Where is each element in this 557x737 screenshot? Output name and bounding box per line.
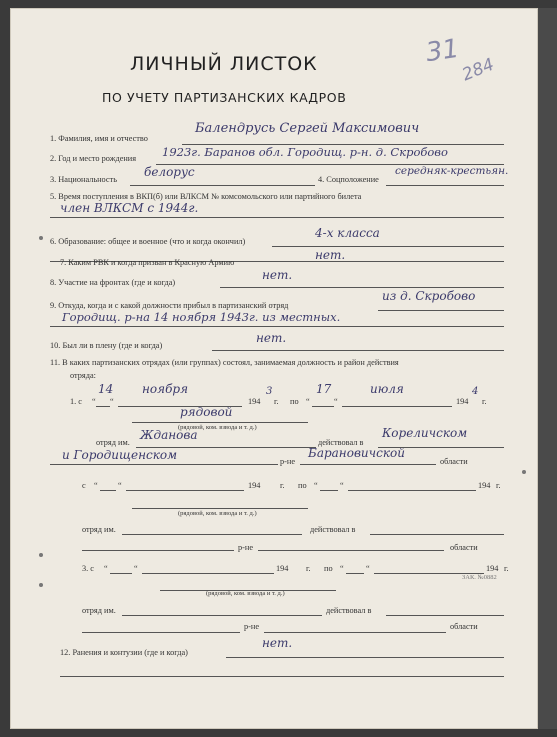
underline — [272, 246, 504, 247]
year-label: 194 — [478, 481, 491, 490]
district-value: и Городищенском — [62, 448, 178, 462]
underline — [220, 287, 504, 288]
underline — [312, 406, 334, 407]
entry-1-year: 194 — [248, 397, 261, 406]
underline — [378, 310, 504, 311]
detachment-label: отряд им. — [82, 525, 116, 534]
field-1-label: 1. Фамилия, имя и отчество — [50, 134, 148, 143]
position-caption: (рядовой, ком. взвода и т. д.) — [178, 424, 257, 431]
underline — [386, 615, 504, 616]
underline — [142, 573, 274, 574]
entry-3-prefix: 3. с — [82, 564, 94, 573]
field-2-value: 1923г. Баранов обл. Городищ. р-н. д. Скробово — [162, 145, 448, 159]
underline — [122, 615, 322, 616]
year-label: 194 — [276, 564, 289, 573]
year-suffix: г. — [504, 564, 509, 573]
year-suffix: г. — [280, 481, 285, 490]
year-label: 194 — [486, 564, 499, 573]
field-9-value-2: Городищ. р-на 14 ноября 1943г. из местных. — [62, 310, 341, 324]
quote-mark: “ — [340, 564, 344, 573]
document-title: ЛИЧНЫЙ ЛИСТОК — [130, 53, 318, 75]
field-7-value: нет. — [315, 248, 346, 262]
underline — [50, 217, 504, 218]
field-6-value: 4-х класса — [315, 226, 380, 240]
underline — [130, 185, 315, 186]
entry-2-prefix: с — [82, 481, 86, 490]
region-label: области — [450, 543, 478, 552]
underline — [346, 573, 364, 574]
region-label: области — [440, 457, 468, 466]
binder-hole — [39, 553, 43, 557]
year-label: 194 — [248, 481, 261, 490]
scan-edge — [538, 8, 557, 729]
underline — [132, 422, 308, 423]
entry-1-day-2: 17 — [316, 382, 332, 396]
field-4-value: середняк-крестьян. — [395, 165, 509, 177]
quote-mark: “ — [94, 481, 98, 490]
detachment-label: отряд им. — [82, 606, 116, 615]
acted-label: действовал в — [326, 606, 372, 615]
acted-label: действовал в — [318, 438, 364, 447]
underline — [342, 406, 452, 407]
entry-1-year-2: 194 — [456, 397, 469, 406]
acted-value: Кореличском — [382, 426, 468, 440]
document-sheet — [10, 8, 538, 729]
document-subtitle: ПО УЧЕТУ ПАРТИЗАНСКИХ КАДРОВ — [102, 90, 347, 105]
underline — [212, 350, 504, 351]
underline — [50, 464, 278, 465]
quote-mark: “ — [110, 397, 114, 406]
underline — [258, 550, 444, 551]
field-10-label: 10. Был ли в плену (где и когда) — [50, 341, 163, 350]
entry-1-year-digit: 3 — [266, 386, 273, 397]
pencil-mark: 284 — [459, 54, 498, 86]
entry-1-month: ноября — [142, 382, 189, 396]
field-11-label: 11. В каких партизанских отрядах (или группах) состоял, занимаемая должность и район действия — [50, 358, 399, 367]
pencil-mark: 31 — [424, 33, 462, 69]
district-label: р-не — [238, 543, 254, 552]
acted-label: действовал в — [310, 525, 356, 534]
field-9-label: 9. Откуда, когда и с какой должности прибыл в партизанский отряд — [50, 301, 289, 310]
quote-mark: “ — [134, 564, 138, 573]
year-suffix: г. — [306, 564, 311, 573]
entry-1-prefix: 1. с — [70, 397, 82, 406]
field-8-value: нет. — [262, 268, 293, 282]
field-4-label: 4. Соцположение — [318, 175, 379, 184]
underline — [348, 490, 476, 491]
quote-mark: “ — [92, 397, 96, 406]
field-12-value: нет. — [262, 636, 293, 650]
to-label: по — [298, 481, 307, 490]
underline — [110, 573, 132, 574]
quote-mark: “ — [314, 481, 318, 490]
year-suffix: г. — [274, 397, 279, 406]
underline — [100, 490, 116, 491]
field-3-value: белорус — [144, 165, 195, 179]
field-3-label: 3. Национальность — [50, 175, 118, 184]
underline — [82, 632, 240, 633]
underline — [300, 464, 436, 465]
field-5-value: член ВЛКСМ с 1944г. — [60, 201, 199, 215]
binder-hole — [39, 236, 43, 240]
underline — [122, 534, 302, 535]
detachment-label: отряд им. — [96, 438, 130, 447]
year-suffix: г. — [496, 481, 501, 490]
quote-mark: “ — [118, 481, 122, 490]
underline — [264, 632, 446, 633]
quote-mark: “ — [366, 564, 370, 573]
entry-1-to: по — [290, 397, 299, 406]
quote-mark: “ — [104, 564, 108, 573]
underline — [132, 508, 308, 509]
underline — [386, 185, 504, 186]
quote-mark: “ — [340, 481, 344, 490]
entry-1-position: рядовой — [180, 405, 233, 419]
position-caption: (рядовой, ком. взвода и т. д.) — [178, 510, 257, 517]
region-label: области — [450, 622, 478, 631]
district-label: р-не — [280, 457, 296, 466]
underline — [50, 326, 504, 327]
binder-hole — [522, 470, 526, 474]
underline — [82, 550, 234, 551]
district-label: р-не — [244, 622, 260, 631]
field-7-label: 7. Каким РВК и когда призван в Красную Армию — [60, 258, 235, 267]
quote-mark: “ — [334, 397, 338, 406]
year-suffix: г. — [482, 397, 487, 406]
field-11-label-cont: отряда: — [70, 371, 96, 380]
entry-1-month-2: июля — [370, 382, 404, 396]
field-8-label: 8. Участие на фронтах (где и когда) — [50, 278, 176, 287]
underline — [226, 657, 504, 658]
region-value: Барановичской — [308, 446, 405, 460]
entry-1-year-digit-2: 4 — [472, 386, 479, 397]
field-6-label: 6. Образование: общее и военное (что и когда окончил) — [50, 237, 246, 246]
quote-mark: “ — [306, 397, 310, 406]
to-label: по — [324, 564, 333, 573]
field-10-value: нет. — [256, 331, 287, 345]
field-5-label: 5. Время поступления в ВКП(б) или ВЛКСМ № комсомольского или партийного билета — [50, 192, 362, 201]
field-12-label: 12. Ранения и контузии (где и когда) — [60, 648, 188, 657]
stamp-mark: ЗАК. №0882 — [462, 574, 497, 581]
detachment-value: Жданова — [140, 428, 198, 442]
underline — [96, 406, 110, 407]
entry-1-day: 14 — [98, 382, 114, 396]
binder-hole — [39, 583, 43, 587]
underline — [60, 676, 504, 677]
underline — [370, 534, 504, 535]
underline — [320, 490, 338, 491]
position-caption: (рядовой, ком. взвода и т. д.) — [206, 590, 285, 597]
field-9-value-1: из д. Скробово — [382, 289, 476, 303]
field-2-label: 2. Год и место рождения — [50, 154, 137, 163]
field-1-value: Балендрусь Сергей Максимович — [195, 121, 420, 136]
underline — [126, 490, 244, 491]
